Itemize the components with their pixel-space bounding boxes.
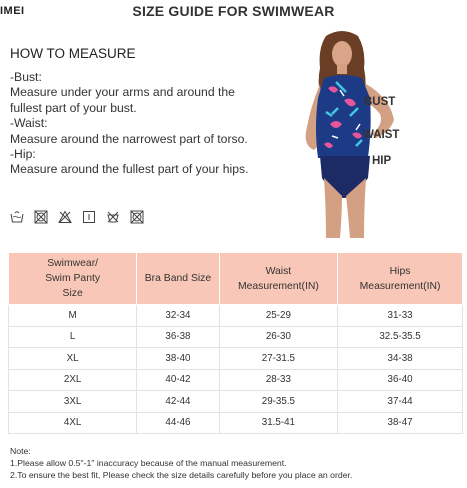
note-heading: Note: [10,446,31,456]
cell-bra-band: 42-44 [137,391,219,413]
header-hips-line: Hips [389,265,411,277]
waist-text: Measure around the narrowest part of torso. [10,131,248,146]
cell-size: 3XL [9,391,137,413]
bust-label: -Bust: [10,70,42,84]
no-bleach-icon [58,210,72,224]
cell-size: XL [9,348,137,370]
cell-bra-band: 38-40 [137,348,219,370]
table-header-row [9,253,463,305]
header-waist-line: Waist [265,265,292,277]
header-size-line: Swimwear/ [47,258,99,269]
table-row [9,391,463,413]
table-row [9,369,463,391]
header-bra-line: Bra Band Size [144,273,212,284]
header-waist [219,253,338,305]
figure-waist-label: WAIST [363,129,400,141]
how-to-measure-heading: HOW TO MEASURE [10,46,136,61]
cell-waist: 27-31.5 [219,348,338,370]
cell-size: L [9,326,137,348]
header-hips [338,253,463,305]
header-bra-band [137,253,219,305]
line-dry-icon [82,210,96,224]
hand-wash-icon [10,210,24,224]
cell-hips: 32.5-35.5 [338,326,463,348]
cell-hips: 38-47 [338,412,463,434]
note-line: 2.To ensure the best fit, Please check the size details carefully before you place an order. [10,470,353,480]
cell-size: 4XL [9,412,137,434]
cell-waist: 29-35.5 [219,391,338,413]
header-size-line: Size [62,288,83,299]
table-row [9,348,463,370]
cell-waist: 26-30 [219,326,338,348]
header-hips-line: Measurement(IN) [359,280,441,292]
header-waist-line: Measurement(IN) [237,280,319,292]
cell-bra-band: 40-42 [137,369,219,391]
cell-waist: 28-33 [219,369,338,391]
cell-size: 2XL [9,369,137,391]
figure-hip-label: HIP [372,155,392,167]
cell-waist: 25-29 [219,305,338,327]
cell-hips: 31-33 [338,305,463,327]
table-row [9,412,463,434]
table-row [9,305,463,327]
header-size [9,253,137,305]
cell-hips: 34-38 [338,348,463,370]
care-icons [10,210,144,224]
cell-hips: 37-44 [338,391,463,413]
cell-hips: 36-40 [338,369,463,391]
no-dry-clean-icon [106,210,120,224]
table-row [9,326,463,348]
size-table [8,252,463,434]
no-tumble-dry-2-icon [130,210,144,224]
no-tumble-dry-icon [34,210,48,224]
brand-logo: IMEI [0,5,25,17]
note-section [10,445,352,481]
figure-bust-label: BUST [364,96,396,108]
hip-label: -Hip: [10,147,36,162]
cell-size: M [9,305,137,327]
waist-label: -Waist: [10,116,48,131]
bust-text: Measure under your arms and around the fullest part of your bust. [10,85,235,115]
note-line: 1.Please allow 0.5"-1" inaccuracy because of the manual measurement. [10,458,287,468]
cell-bra-band: 36-38 [137,326,219,348]
header-size-line: Swim Panty [45,273,101,284]
hip-text: Measure around the fullest part of your hips. [10,162,249,177]
cell-waist: 31.5-41 [219,412,338,434]
page-title: SIZE GUIDE FOR SWIMWEAR [132,3,335,19]
cell-bra-band: 44-46 [137,412,219,434]
cell-bra-band: 32-34 [137,305,219,327]
measure-instructions [10,70,260,178]
